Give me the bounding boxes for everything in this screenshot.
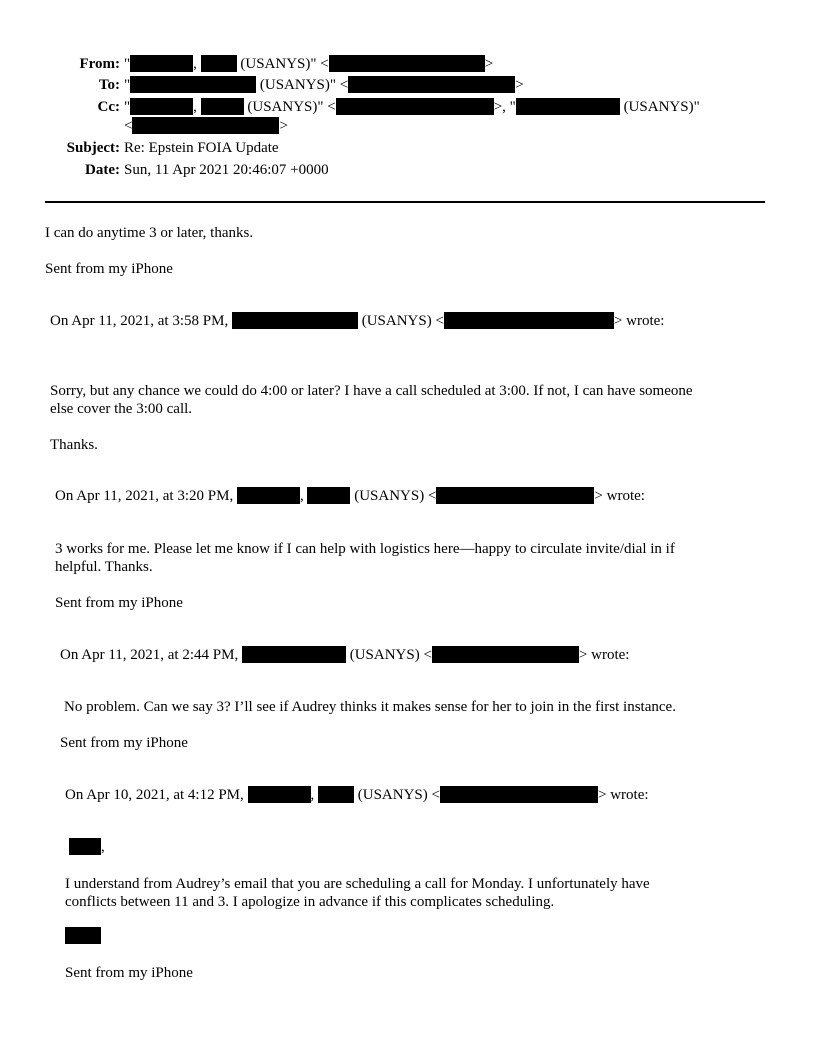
redaction-bar (201, 55, 237, 72)
to-text-3: > (515, 77, 524, 93)
from-text-2: , (193, 56, 201, 72)
quote-3-text-2: (USANYS) < (345, 647, 432, 663)
reply-signature: Sent from my iPhone (45, 261, 173, 277)
quote-4-text-2: , (310, 787, 319, 803)
quote-1-thanks: Thanks. (50, 437, 98, 453)
from-label: From: (79, 56, 120, 72)
redaction-bar (516, 98, 620, 115)
quote-1-text-3: > wrote: (613, 313, 665, 329)
subject-label: Subject: (66, 140, 120, 156)
redaction-bar (130, 98, 193, 115)
redaction-bar (130, 76, 256, 93)
quote-4-body-line1: I understand from Audrey’s email that you are scheduling a call for Monday. I unfortunately have (65, 876, 650, 892)
to-text-1: " (124, 77, 131, 93)
redaction-bar (242, 646, 346, 663)
quote-4-sender-redaction (65, 927, 101, 945)
date-label: Date: (85, 162, 120, 178)
cc-text-7: > (279, 118, 288, 134)
quote-1-body-line2: else cover the 3:00 call. (50, 401, 193, 417)
quote-3-signature: Sent from my iPhone (60, 735, 188, 751)
date-value: Sun, 11 Apr 2021 20:46:07 +0000 (124, 162, 329, 178)
redaction-bar (329, 55, 485, 72)
quote-4-body-line2: conflicts between 11 and 3. I apologize in advance if this complicates scheduling. (65, 894, 555, 910)
redaction-bar (307, 487, 350, 504)
from-text-3: (USANYS)" < (236, 56, 329, 72)
quote-3-text-1: On Apr 11, 2021, at 2:44 PM, (60, 647, 242, 663)
cc-label: Cc: (97, 99, 120, 115)
quote-1-text-1: On Apr 11, 2021, at 3:58 PM, (50, 313, 232, 329)
quote-4-text-4: > wrote: (597, 787, 649, 803)
cc-text-4: >, " (493, 99, 516, 115)
quote-2-signature: Sent from my iPhone (55, 595, 183, 611)
redaction-bar (237, 487, 300, 504)
quote-1-body-line1: Sorry, but any chance we could do 4:00 or later? I have a call scheduled at 3:00. If not, I can have someone (50, 383, 693, 399)
redaction-bar (436, 487, 594, 504)
quote-4-text-1: On Apr 10, 2021, at 4:12 PM, (65, 787, 248, 803)
redaction-bar (336, 98, 494, 115)
redaction-bar (132, 117, 279, 134)
cc-text-1: " (124, 99, 131, 115)
quote-4-text-3: (USANYS) < (354, 787, 440, 803)
reply-body: I can do anytime 3 or later, thanks. (45, 225, 254, 241)
cc-text-5: (USANYS)" (619, 99, 700, 115)
quote-2-text-4: > wrote: (594, 488, 645, 504)
redaction-bar (318, 786, 354, 803)
quote-1-header (50, 312, 664, 330)
redaction-bar (69, 838, 101, 855)
cc-text-2: , (193, 99, 201, 115)
cc-value-line2 (124, 117, 288, 135)
header-divider (45, 201, 765, 203)
redaction-bar (432, 646, 579, 663)
quote-2-header (55, 487, 645, 505)
from-text-1: " (124, 56, 131, 72)
to-text-2: (USANYS)" < (256, 77, 349, 93)
quote-1-text-2: (USANYS) < (357, 313, 444, 329)
quote-4-header (65, 786, 649, 804)
quote-2-body-line2: helpful. Thanks. (55, 559, 153, 575)
from-value (124, 55, 493, 73)
to-label: To: (98, 77, 120, 93)
cc-value (124, 98, 700, 116)
quote-4-greeting-comma: , (101, 839, 105, 855)
quote-2-body-line1: 3 works for me. Please let me know if I can help with logistics here—happy to circulate invite/dial in if (55, 541, 675, 557)
redaction-bar (201, 98, 244, 115)
cc-text-6: < (124, 118, 133, 134)
quote-2-text-1: On Apr 11, 2021, at 3:20 PM, (55, 488, 237, 504)
to-value (124, 76, 524, 94)
subject-value: Re: Epstein FOIA Update (124, 140, 279, 156)
quote-4-greeting (69, 838, 105, 856)
cc-text-3: (USANYS)" < (243, 99, 336, 115)
quote-3-text-3: > wrote: (578, 647, 630, 663)
redaction-bar (232, 312, 358, 329)
from-text-4: > (484, 56, 494, 72)
redaction-bar (444, 312, 614, 329)
redaction-bar (130, 55, 193, 72)
redaction-bar (440, 786, 598, 803)
quote-3-header (60, 646, 629, 664)
quote-2-text-2: , (299, 488, 308, 504)
redaction-bar (348, 76, 515, 93)
quote-3-body: No problem. Can we say 3? I’ll see if Audrey thinks it makes sense for her to join in the first instance. (64, 699, 676, 715)
quote-4-signature: Sent from my iPhone (65, 965, 193, 981)
redaction-bar (65, 927, 101, 944)
quote-2-text-3: (USANYS) < (350, 488, 437, 504)
redaction-bar (248, 786, 311, 803)
